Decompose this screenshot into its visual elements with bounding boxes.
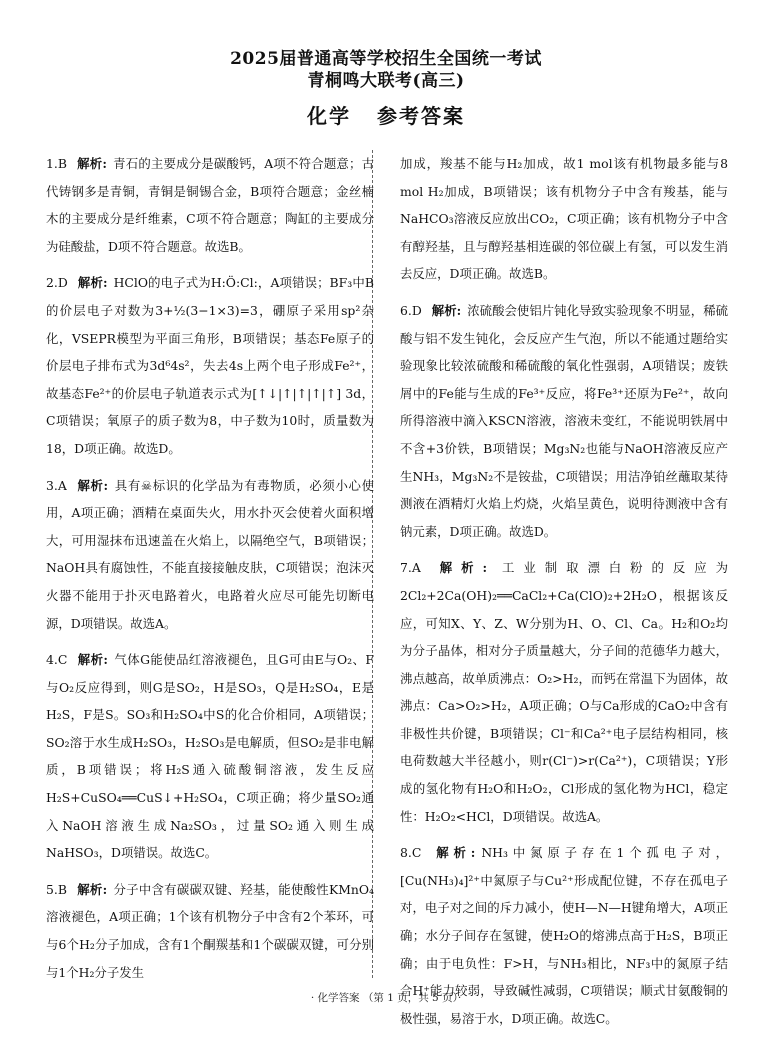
page-header (0, 48, 772, 130)
analysis-label: 解析: (431, 845, 476, 861)
answer-key-label: 参考答案 (377, 104, 465, 128)
answer-item-2 (46, 269, 374, 462)
answer-number: 2.D (46, 275, 68, 291)
left-column (46, 150, 374, 995)
answer-text: 浓硫酸会使铝片钝化导致实验现象不明显，稀硫酸与铝不发生钝化，会反应产生气泡，所以不能通过题给实验现象比较浓硫酸和稀硫酸的氧化性强弱，A项错误；废铁屑中的Fe能与生成的Fe³⁺反应，将Fe³⁺还原为Fe²⁺，故向所得溶液中滴入KSCN溶液，溶液未变红，不能说明铁屑中不含+3价铁，B项错误；Mg₃N₂也能与NaOH溶液反应产生NH₃，Mg₃N₂不是铵盐，C项错误；用洁净铂丝蘸取某待测液在酒精灯火焰上灼烧，火焰呈黄色，说明待测液中含有钠元素，D项正确。故选D。 (400, 302, 729, 539)
analysis-label: 解析: (76, 477, 109, 493)
answer-text: 气体G能使品红溶液褪色，且G可由E与O₂、F与O₂反应得到，则G是SO₂，H是SO₃，Q是H₂SO₄，E是H₂S，F是S。SO₃和H₂SO₄中S的化合价相同，A项错误；SO₂溶于水生成H₂SO₃，H₂SO₃是电解质，但SO₂是非电解质，B项错误；将H₂S通入硫酸铜溶液，发生反应H₂S+CuSO₄══CuS↓+H₂SO₄，C项正确；将少量SO₂通入NaOH溶液生成Na₂SO₃，过量SO₂通入则生成NaHSO₃，D项错误。故选C。 (46, 652, 374, 861)
subject-label: 化学 (307, 104, 351, 128)
answer-item-3 (46, 472, 374, 638)
answer-item-6 (400, 297, 728, 545)
answer-number: 4.C (46, 652, 68, 668)
answer-number: 6.D (400, 302, 422, 318)
answer-text: 工业制取漂白粉的反应为2Cl₂+2Ca(OH)₂══CaCl₂+Ca(ClO)₂+2H₂O，根据该反应，可知X、Y、Z、W分别为H、O、Cl、Ca。H₂和O₂均为分子晶体，相对分子质量越大，分子间的范德华力越大，沸点越高，故单质沸点：O₂>H₂，而钙在常温下为固体，故沸点：Ca>O₂>H₂，A项正确；O与Ca形成的CaO₂中含有非极性共价键，B项错误；Cl⁻和Ca²⁺电子层结构相同，核电荷数越大半径越小，则r(Cl⁻)>r(Ca²⁺)，C项错误；Y形成的氢化物有H₂O和H₂O₂，Cl形成的氢化物为HCl，稳定性：H₂O₂<HCl，D项错误。故选A。 (400, 560, 728, 824)
answer-text: NH₃中氮原子存在1个孤电子对，[Cu(NH₃)₄]²⁺中氮原子与Cu²⁺形成配位键，不存在孤电子对，电子对之间的斥力减小，使H—N—H键角增大，A项正确；水分子间存在氢键，使H₂O的熔沸点高于H₂S，B项正确；由于电负性：F>H，与NH₃相比，NF₃中的氮原子结合H⁺能力较弱，导致碱性减弱，C项错误；顺式甘氨酸铜的极性强，易溶于水，D项正确。故选C。 (400, 845, 729, 1026)
answer-text: 分子中含有碳碳双键、羟基，能使酸性KMnO₄溶液褪色，A项正确；1个该有机物分子中含有2个苯环，可与6个H₂分子加成，含有1个酮羰基和1个碳碳双键，可分别与1个H₂分子发生 (46, 881, 374, 980)
answer-item-7 (400, 554, 728, 830)
answer-number: 5.B (46, 881, 67, 897)
answer-item-1 (46, 150, 374, 260)
exam-title: 2025届普通高等学校招生全国统一考试 (230, 49, 542, 69)
answer-number: 7.A (400, 560, 421, 576)
page-footer: · 化学答案 （第 1 页，共 5 页）· (310, 992, 462, 1004)
analysis-label: 解析: (430, 560, 488, 576)
answer-text: 加成，羧基不能与H₂加成，故1 mol该有机物最多能与8 mol H₂加成，B项错误；该有机物分子中含有羧基，能与NaHCO₃溶液反应放出CO₂，C项正确；该有机物分子中含有醇羟基，且与醇羟基相连碳的邻位碳上有氢，可以发生消去反应，D项正确。故选B。 (400, 156, 728, 282)
analysis-label: 解析: (77, 652, 108, 668)
answer-item-5 (46, 876, 374, 986)
answer-number: 3.A (46, 477, 67, 493)
doc-title (0, 102, 772, 130)
answer-number: 1.B (46, 156, 67, 171)
answer-item-5-continued (400, 150, 728, 288)
right-column (400, 150, 728, 1041)
answer-text: 具有☠标识的化学品为有毒物质，必须小心使用，A项正确；酒精在桌面失火，用水扑灭会使着火面积增大，可用湿抹布迅速盖在火焰上，以隔绝空气，B项错误；NaOH具有腐蚀性，不能直接接触皮肤，C项错误；泡沫灭火器不能用于扑灭电路着火，电路着火应尽可能先切断电源，D项错误。故选A。 (46, 477, 374, 631)
analysis-label: 解析: (76, 156, 107, 171)
answer-text: HClO的电子式为H:Ö:Cl:，A项错误；BF₃中B的价层电子对数为3+½(3−1×3)=3，硼原子采用sp²杂化，VSEPR模型为平面三角形，B项错误；基态Fe原子的价层电子排布式为3d⁶4s²，失去4s上两个电子形成Fe²⁺，故基态Fe²⁺的价层电子轨道表示式为[↑↓|↑|↑|↑|↑] 3d，C项错误；氧原子的质子数为8，中子数为10时，质量数为18，D项正确。故选D。 (46, 275, 375, 456)
answer-item-4 (46, 646, 374, 867)
answer-number: 8.C (400, 845, 422, 861)
analysis-label: 解析: (77, 275, 108, 291)
analysis-label: 解析: (431, 302, 462, 318)
analysis-label: 解析: (76, 881, 108, 897)
answer-text: 青石的主要成分是碳酸钙，A项不符合题意；古代铸钢多是青铜，青铜是铜锡合金，B项符合题意；金丝楠木的主要成分是纤维素，C项不符合题意；陶缸的主要成分为硅酸盐，D项不符合题意。故选B。 (46, 156, 375, 254)
exam-subtitle: 青桐鸣大联考(高三) (307, 71, 465, 91)
